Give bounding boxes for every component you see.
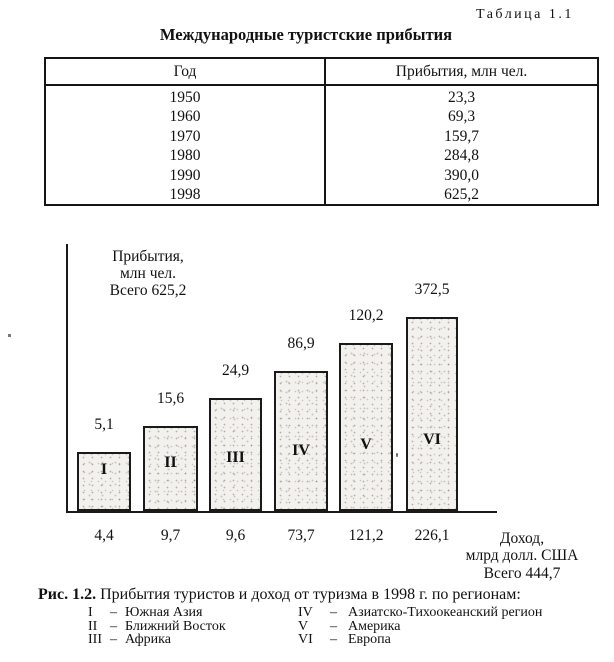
bar-region-V (339, 343, 393, 511)
legend-region-name: Африка (125, 632, 171, 648)
bar-roman-numeral: V (360, 436, 372, 453)
x-axis-label-line: млрд долл. США (465, 547, 579, 565)
bar-region-II (143, 426, 198, 511)
legend-item (298, 633, 598, 647)
bar-region-IV (274, 371, 328, 511)
y-axis-label-total: Всего 625,2 (109, 282, 187, 299)
bar-roman-numeral: VI (423, 431, 441, 448)
table-row (45, 127, 598, 146)
bar-value-label-income: 73,7 (287, 527, 315, 544)
bar-value-label-income: 4,4 (94, 527, 114, 544)
bar-value-label-arrivals: 15,6 (156, 390, 185, 407)
legend-numeral: I (88, 605, 93, 620)
arrivals-cell: 69,3 (447, 108, 476, 126)
legend-item (88, 633, 293, 647)
arrivals-cell: 284,8 (444, 147, 479, 165)
arrivals-table (44, 57, 599, 206)
arrivals-cell: 23,3 (447, 89, 476, 106)
chart-y-axis-line (66, 244, 68, 513)
legend-dash: – (330, 618, 337, 634)
table-number-label: Таблица 1.1 (476, 7, 574, 22)
legend-region-name: Ближний Восток (125, 618, 226, 634)
bar-value-label-income: 9,6 (225, 527, 246, 544)
table-row (45, 185, 598, 205)
scan-artifact-dot (8, 334, 11, 337)
table-row (45, 107, 598, 126)
year-cell: 1970 (45, 127, 325, 146)
legend-region-name: Америка (348, 618, 401, 634)
bar-value-label-arrivals: 24,9 (221, 362, 250, 379)
legend-dash: – (330, 605, 337, 620)
legend-dash: – (330, 632, 337, 648)
legend-item (88, 606, 293, 620)
legend-numeral: V (298, 618, 309, 634)
arrivals-cell: 625,2 (444, 186, 479, 204)
arrivals-cell: 390,0 (444, 166, 479, 184)
bar-region-VI (406, 317, 458, 511)
column-header-arrivals: Прибытия, млн чел. (325, 58, 598, 85)
x-axis-label-total: Всего 444,7 (483, 564, 561, 582)
bar-value-label-arrivals: 372,5 (414, 281, 450, 298)
legend-dash: – (110, 605, 117, 620)
y-axis-label-line: Прибытия, (112, 248, 184, 265)
bar-value-label-arrivals: 5,1 (94, 416, 114, 433)
legend-numeral: VI (298, 632, 313, 648)
bar-value-label-income: 226,1 (414, 527, 450, 544)
figure-caption-text: Прибытия туристов и доход от туризма в 1998 г. по регионам: (100, 586, 521, 603)
table-row (45, 166, 598, 185)
year-cell: 1998 (45, 185, 325, 205)
column-header-year: Год (45, 58, 325, 85)
table-row (45, 85, 598, 107)
legend-region-name: Азиатско-Тихоокеанский регион (348, 605, 543, 620)
figure-caption (38, 586, 604, 604)
bar-roman-numeral: II (164, 454, 177, 471)
bar-roman-numeral: I (100, 461, 108, 478)
bar-region-III (209, 398, 262, 511)
table-title: Международные туристские прибытия (159, 25, 453, 44)
chart-y-axis-label (84, 248, 212, 299)
legend-numeral: III (88, 632, 102, 648)
legend-item (88, 620, 293, 634)
arrivals-table-header (45, 58, 598, 85)
bar-roman-numeral: IV (292, 442, 310, 459)
year-cell: 1960 (45, 107, 325, 126)
bar-value-label-income: 9,7 (160, 527, 181, 544)
year-cell: 1950 (45, 85, 325, 107)
legend-item (298, 606, 598, 620)
scan-artifact-dot (396, 453, 398, 457)
x-axis-label-line: Доход, (499, 530, 545, 547)
bar-value-label-arrivals: 120,2 (348, 307, 384, 324)
bar-region-I (77, 452, 131, 511)
legend-dash: – (110, 618, 117, 634)
chart-legend-column-1 (88, 606, 293, 647)
arrivals-table-body (45, 85, 598, 205)
legend-numeral: II (88, 618, 98, 634)
chart-x-axis-line (66, 511, 497, 513)
year-cell: 1990 (45, 166, 325, 185)
y-axis-label-line: млн чел. (120, 265, 176, 282)
year-cell: 1980 (45, 146, 325, 165)
table-row (45, 146, 598, 165)
legend-region-name: Европа (348, 632, 391, 648)
arrivals-cell: 159,7 (444, 127, 479, 145)
legend-numeral: IV (298, 605, 313, 620)
bar-roman-numeral: III (226, 449, 245, 466)
bar-value-label-income: 121,2 (348, 527, 384, 544)
legend-region-name: Южная Азия (125, 605, 203, 620)
bar-chart (0, 240, 614, 586)
chart-legend-column-2 (298, 606, 598, 647)
figure-caption-number: Рис. 1.2. (38, 586, 97, 603)
bar-value-label-arrivals: 86,9 (287, 335, 315, 352)
legend-item (298, 620, 598, 634)
legend-dash: – (110, 632, 117, 648)
